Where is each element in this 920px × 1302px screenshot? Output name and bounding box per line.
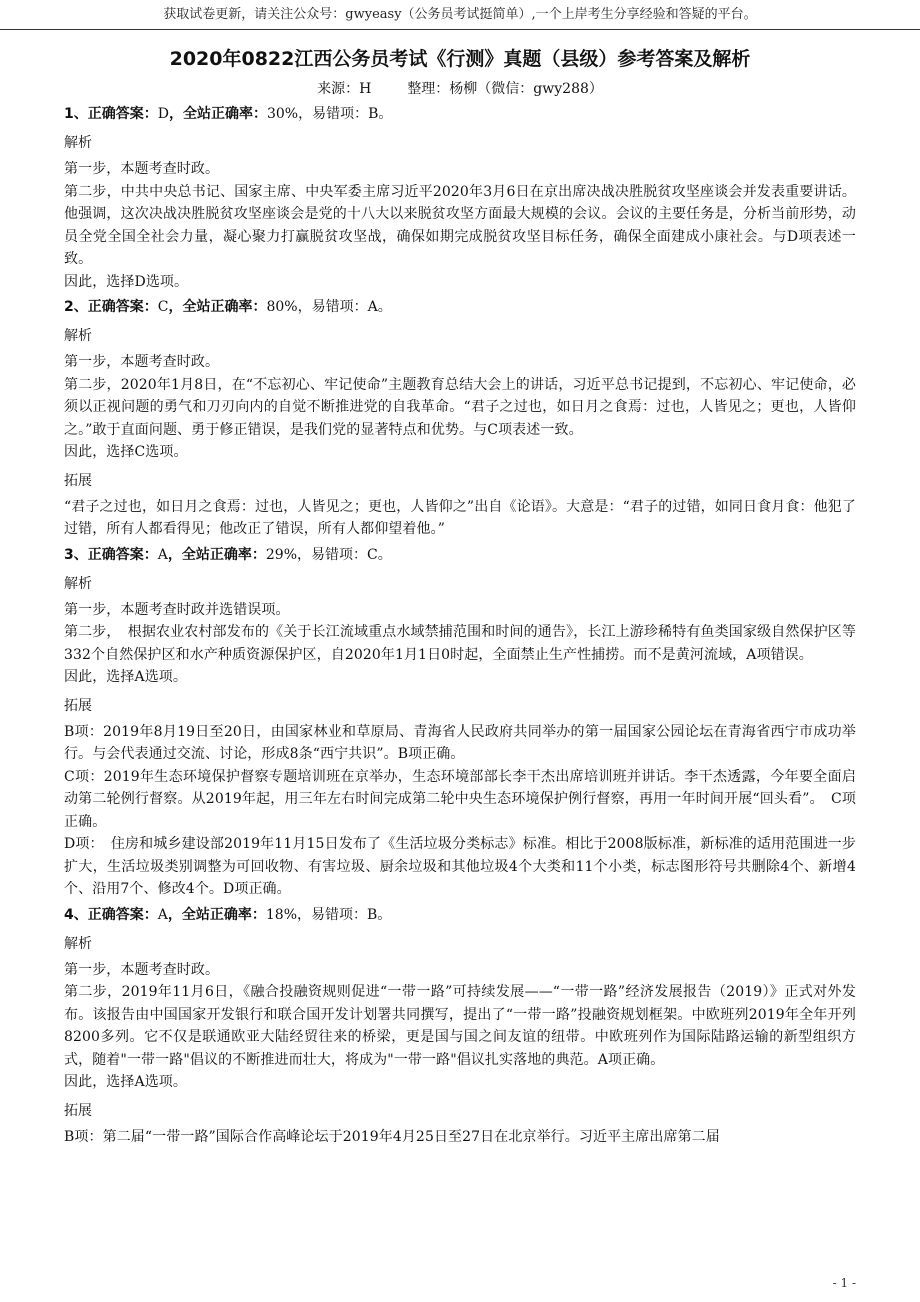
- q2-step-2: 第二步，2020年1月8日，在“不忘初心、牢记使命”主题教育总结大会上的讲话，习近平总书记提到，不忘初心、牢记使命，必须以正视问题的勇气和刀刃向内的自觉不断推进党的自我革命。“君子之过也，如日月之食焉：过也，人皆见之；更也，人皆仰之。”敢于直面问题、勇于修正错误，是我们党的显著特点和优势。与C项表述一致。: [64, 376, 856, 438]
- document-title: 2020年0822江西公务员考试《行测》真题（县级）参考答案及解析: [169, 48, 751, 70]
- header-notice: 获取试卷更新，请关注公众号：gwyeasy（公务员考试挺简单）,一个上岸考生分享经验和答疑的平台。: [163, 7, 757, 22]
- rate-label: ，全站正确率：: [168, 299, 267, 315]
- question-4-header: [64, 903, 856, 927]
- q4-step-2: 第二步，2019年11月6日，《融合投融资规则促进“一带一路”可持续发展——“一带一路”经济发展报告（2019）》正式对外发布。该报告由中国国家开发银行和联合国开发计划署共同撰写，提出了“一带一路”投融资规划框架。中欧班列2019年全年开列8200多列。它不仅是联通欧亚大陆经贸往来的桥梁，更是国与国之间友谊的纽带。中欧班列作为国际陆路运输的新型组织方式，随着"一带一路"倡议的不断推进而壮大，将成为"一带一路"倡议扎实落地的典范。A项正确。: [64, 984, 856, 1068]
- answer-label: 2、正确答案：: [64, 299, 158, 315]
- q4-extension-b: B项：第二届“一带一路”国际合作高峰论坛于2019年4月25日至27日在北京举行。习近平主席出席第二届: [64, 1128, 720, 1145]
- q3-extension-c: C项：2019年生态环境保护督察专题培训班在京举办，生态环境部部长李干杰出席培训班并讲话。李干杰透露，今年要全面启动第二轮例行督察。从2019年起，用三年左右时间完成第二轮中央生态环境保护例行督察，再用一年时间开展“回头看”。 C项正确。: [64, 768, 856, 830]
- answer-value: A: [157, 906, 168, 923]
- document-body: [64, 44, 856, 1148]
- answer-value: A: [157, 546, 168, 563]
- rate-value: 29%: [265, 546, 297, 563]
- answer-label: 3、正确答案：: [64, 546, 158, 563]
- extension-label: 拓展: [64, 1102, 92, 1119]
- answer-value: C: [157, 299, 169, 315]
- q1-step-2: 第二步，中共中央总书记、国家主席、中央军委主席习近平2020年3月6日在京出席决战决胜脱贫攻坚座谈会并发表重要讲话。他强调，这次决战决胜脱贫攻坚座谈会是党的十八大以来脱贫攻坚方面最大规模的会议。会议的主要任务是，分析当前形势，动员全党全国全社会力量，凝心聚力打赢脱贫攻坚战，确保如期完成脱贫攻坚目标任务，确保全面建成小康社会。与D项表述一致。: [64, 183, 856, 267]
- question-2-header: [64, 295, 856, 319]
- q3-step-2: 第二步， 根据农业农村部发布的《关于长江流域重点水域禁捕范围和时间的通告》，长江上游珍稀特有鱼类国家级自然保护区等332个自然保护区和水产种质资源保护区，自2020年1月1日0时起，全面禁止生产性捕捞。而不是黄河流域，A项错误。: [64, 624, 856, 663]
- analysis-label: 解析: [64, 575, 92, 592]
- q2-extension: “君子之过也，如日月之食焉：过也，人皆见之；更也，人皆仰之”出自《论语》。大意是：“君子的过错，如同日食月食：他犯了过错，所有人都看得见；他改正了错误，所有人都仰望着他。”: [64, 498, 856, 537]
- easy-wrong-option: ，易错项：B。: [298, 106, 393, 122]
- rate-label: ，全站正确率：: [168, 106, 267, 122]
- document-meta: [64, 78, 856, 100]
- page-header: [0, 0, 920, 30]
- q3-conclusion: 因此，选择A选项。: [64, 669, 188, 685]
- question-3-header: [64, 543, 856, 567]
- rate-value: 30%: [266, 106, 299, 122]
- answer-label: 4、正确答案：: [64, 906, 158, 923]
- q2-conclusion: 因此，选择C选项。: [64, 444, 188, 460]
- answer-label: 1、正确答案：: [64, 106, 158, 122]
- q3-extension-b: B项：2019年8月19日至20日，由国家林业和草原局、青海省人民政府共同举办的第一届国家公园论坛在青海省西宁市成功举行。与会代表通过交流、讨论，形成8条“西宁共识”。B项正确。: [64, 723, 856, 762]
- extension-label: 拓展: [64, 472, 92, 489]
- analysis-label: 解析: [64, 328, 92, 344]
- question-1-header: [64, 102, 856, 126]
- analysis-label: 解析: [64, 135, 92, 151]
- rate-label: ，全站正确率：: [167, 906, 266, 923]
- q2-step-1: 第一步，本题考查时政。: [64, 354, 220, 370]
- q3-extension-d: D项： 住房和城乡建设部2019年11月15日发布了《生活垃圾分类标志》标准。相比于2008版标准，新标准的适用范围进一步扩大，生活垃圾类别调整为可回收物、有害垃圾、厨余垃圾和其他垃圾4个大类和11个小类，标志图形符号共删除4个、新增4个、沿用7个、修改4个。D项正确。: [64, 836, 856, 897]
- source-label: 来源：H: [317, 81, 372, 97]
- editor-label: 整理：杨柳（微信：gwy288）: [407, 81, 603, 97]
- rate-value: 80%: [266, 299, 298, 315]
- rate-label: ，全站正确率：: [167, 546, 266, 563]
- q4-conclusion: 因此，选择A选项。: [64, 1074, 188, 1090]
- analysis-label: 解析: [64, 935, 92, 952]
- easy-wrong-option: ，易错项：A。: [297, 299, 392, 315]
- q1-conclusion: 因此，选择D选项。: [64, 273, 189, 290]
- q4-step-1: 第一步，本题考查时政。: [64, 961, 220, 978]
- easy-wrong-option: ，易错项：B。: [297, 906, 392, 923]
- answer-value: D: [157, 106, 169, 122]
- extension-label: 拓展: [64, 697, 92, 714]
- page-number: - 1 -: [832, 1276, 856, 1290]
- easy-wrong-option: ，易错项：C。: [297, 546, 392, 563]
- rate-value: 18%: [265, 906, 297, 923]
- q3-step-1: 第一步，本题考查时政并选错误项。: [64, 601, 290, 618]
- q1-step-1: 第一步，本题考查时政。: [64, 161, 220, 177]
